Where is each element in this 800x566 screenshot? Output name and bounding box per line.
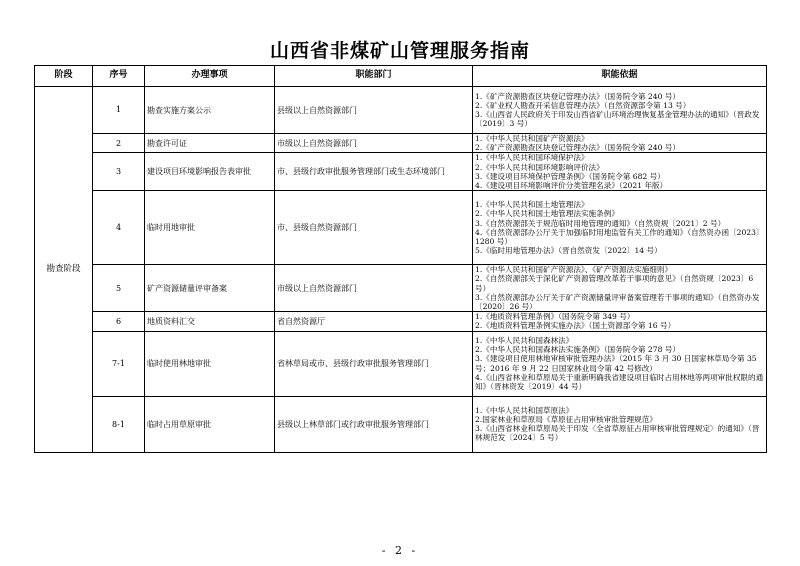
row-item: 临时用地审批 bbox=[145, 191, 275, 265]
row-number: 1 bbox=[93, 87, 145, 134]
basis-line: 2.《矿产资源勘查区块登记管理办法》（国务院令第 240 号） bbox=[475, 143, 681, 153]
row-department: 市、县级自然资源部门 bbox=[275, 191, 473, 265]
guide-table bbox=[34, 65, 767, 453]
row-basis bbox=[473, 265, 767, 312]
basis-line: 2.《矿业权人勘查开采信息管理办法》（自然资源部令第 13 号） bbox=[475, 100, 691, 110]
table-row bbox=[35, 153, 767, 191]
row-basis bbox=[473, 331, 767, 396]
header-basis: 职能依据 bbox=[473, 66, 767, 87]
row-department: 市级以上自然资源部门 bbox=[275, 134, 473, 153]
header-number: 序号 bbox=[93, 66, 145, 87]
row-number: 7-1 bbox=[93, 331, 145, 396]
row-number: 6 bbox=[93, 312, 145, 331]
table-row bbox=[35, 191, 767, 265]
row-department: 市、县级行政审批服务管理部门或生态环境部门 bbox=[275, 153, 473, 191]
row-department: 市级以上自然资源部门 bbox=[275, 265, 473, 312]
table-row bbox=[35, 331, 767, 396]
row-number: 5 bbox=[93, 265, 145, 312]
row-department: 县级以上林草部门或行政审批服务管理部门 bbox=[275, 396, 473, 452]
basis-line: 4.《建设项目环境影响评价分类管理名录》（2021 年版） bbox=[475, 181, 668, 191]
row-basis bbox=[473, 87, 767, 134]
row-basis bbox=[473, 312, 767, 331]
header-stage: 阶段 bbox=[35, 66, 93, 87]
basis-line: 3.《自然资源部办公厅关于矿产资源储量评审备案管理若干事项的通知》（自然资办发〔2020〕26 号） bbox=[475, 292, 760, 312]
basis-line: 3.《自然资源部关于规范临时用地管理的通知》（自然资规〔2021〕2 号） bbox=[475, 218, 726, 228]
row-basis bbox=[473, 396, 767, 452]
basis-line: 2.《自然资源部关于深化矿产资源管理改革若干事项的意见》（自然资规〔2023〕6 号） bbox=[475, 274, 754, 293]
page-number: - 2 - bbox=[381, 544, 419, 557]
header-item: 办理事项 bbox=[145, 66, 275, 87]
basis-line: 1.《矿产资源勘查区块登记管理办法》（国务院令第 240 号） bbox=[475, 91, 681, 101]
basis-line: 1.《中华人民共和国矿产资源法》、《矿产资源法实施细则》 bbox=[475, 265, 673, 275]
row-item: 临时使用林地审批 bbox=[145, 331, 275, 396]
row-item: 临时占用草原审批 bbox=[145, 396, 275, 452]
basis-line: 1.《中华人民共和国草原法》 bbox=[475, 405, 574, 415]
table-row bbox=[35, 87, 767, 134]
row-basis bbox=[473, 134, 767, 153]
row-number: 8-1 bbox=[93, 396, 145, 452]
basis-line: 5.《临时用地管理办法》（晋自然资发〔2022〕14 号） bbox=[475, 246, 662, 256]
row-department: 县级以上自然资源部门 bbox=[275, 87, 473, 134]
row-item: 地质资料汇交 bbox=[145, 312, 275, 331]
basis-line: 2.《中华人民共和国环境影响评价法》 bbox=[475, 162, 604, 172]
row-basis bbox=[473, 191, 767, 265]
table-row bbox=[35, 134, 767, 153]
header-department: 职能部门 bbox=[275, 66, 473, 87]
basis-line: 2.国家林业和草原局《草原征占用审核审批管理规范》 bbox=[475, 414, 657, 424]
basis-line: 2.《地质资料管理条例实施办法》（国土资源部令第 16 号） bbox=[475, 321, 676, 331]
row-item: 矿产资源储量评审备案 bbox=[145, 265, 275, 312]
basis-line: 1.《中华人民共和国环境保护法》 bbox=[475, 153, 589, 163]
basis-line: 3.《建设项目环境保护管理条例》（国务院令第 682 号） bbox=[475, 171, 665, 181]
row-item: 勘查实施方案公示 bbox=[145, 87, 275, 134]
table-row bbox=[35, 396, 767, 452]
row-number: 3 bbox=[93, 153, 145, 191]
row-number: 2 bbox=[93, 134, 145, 153]
basis-line: 4.《自然资源部办公厅关于加强临时用地监管有关工作的通知》（自然资办函〔2023〕1280 号） bbox=[475, 227, 764, 246]
page-title: 山西省非煤矿山管理服务指南 bbox=[269, 40, 530, 62]
table-row bbox=[35, 312, 767, 331]
stage-cell: 勘查阶段 bbox=[35, 87, 93, 453]
basis-line: 3.《山西省林业和草原局关于印发〈全省草原征占用审核审批管理规定〉的通知》（晋林规范发〔2024〕5 号） bbox=[475, 424, 760, 443]
row-department: 省林草局或市、县级行政审批服务管理部门 bbox=[275, 331, 473, 396]
basis-line: 1.《中华人民共和国土地管理法》 bbox=[475, 200, 589, 210]
basis-line: 3.《山西省人民政府关于印发山西省矿山环境治理恢复基金管理办法的通知》（晋政发〔2019〕3 号） bbox=[475, 110, 760, 129]
basis-line: 1.《中华人民共和国矿产资源法》 bbox=[475, 134, 589, 143]
table-row bbox=[35, 265, 767, 312]
table-header-row bbox=[35, 66, 767, 87]
row-item: 勘查许可证 bbox=[145, 134, 275, 153]
basis-line: 1.《中华人民共和国森林法》 bbox=[475, 336, 574, 346]
row-department: 省自然资源厅 bbox=[275, 312, 473, 331]
basis-line: 3.《建设项目使用林地审核审批管理办法》（2015 年 3 月 30 日国家林草局令第 35 号；2016 年 9 月 22 日国家林业局令第 42 号修改） bbox=[475, 354, 757, 373]
row-item: 建设项目环境影响报告表审批 bbox=[145, 153, 275, 191]
basis-line: 2.《中华人民共和国森林法实施条例》（国务院令第 278 号） bbox=[475, 345, 681, 355]
basis-line: 1.《地质资料管理条例》（国务院令第 349 号） bbox=[475, 312, 635, 322]
basis-line: 4.《山西省林业和草原局关于重新明确我省建设项目临时占用林地等两项审批权限的通知》（晋林资发〔2019〕44 号） bbox=[475, 372, 764, 392]
row-basis bbox=[473, 153, 767, 191]
row-number: 4 bbox=[93, 191, 145, 265]
basis-line: 2.《中华人民共和国土地管理法实施条例》 bbox=[475, 209, 619, 219]
